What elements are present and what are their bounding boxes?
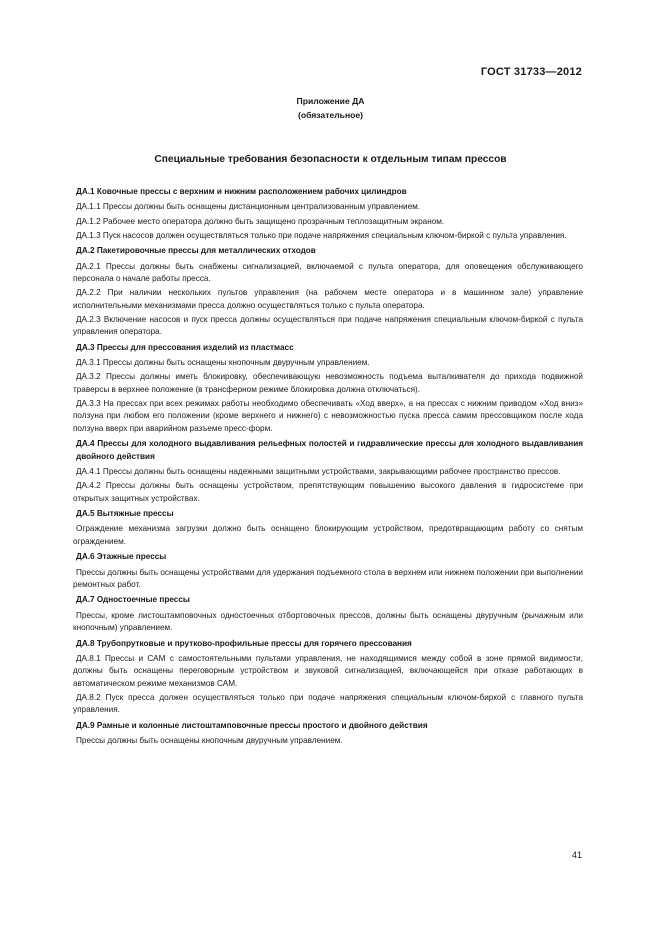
paragraph: Прессы, кроме листоштамповочных одностоечных отбортовочных прессов, должны быть оснащены двуручным (рычажным или кнопочным) управлением. bbox=[73, 610, 583, 633]
section-heading: ДА.4 Прессы для холодного выдавливания рельефных полостей и гидравлические прессы для холодного выдавливания двойного действия bbox=[76, 439, 583, 461]
section bbox=[73, 438, 583, 505]
section-heading: ДА.2 Пакетировочные прессы для металлических отходов bbox=[76, 246, 316, 256]
section bbox=[73, 594, 583, 634]
section-heading: ДА.1 Ковочные прессы с верхним и нижним расположением рабочих цилиндров bbox=[76, 187, 407, 196]
paragraph: ДА.8.2 Пуск пресса должен осуществляться только при подаче напряжения специальным ключом-биркой с главного пульта управления. bbox=[73, 693, 583, 715]
paragraph: ДА.3.1 Прессы должны быть оснащены кнопочным двуручным управлением. bbox=[76, 358, 370, 368]
standard-designation: ГОСТ 31733—2012 bbox=[480, 66, 582, 78]
appendix-title: Приложение ДА bbox=[296, 96, 365, 106]
section bbox=[73, 508, 583, 548]
paragraph: ДА.1.3 Пуск насосов должен осуществляться только при подаче напряжения специальным ключом-биркой с пульта управления. bbox=[76, 230, 567, 240]
section bbox=[73, 720, 583, 748]
section-heading: ДА.5 Вытяжные прессы bbox=[76, 508, 174, 518]
paragraph: Прессы должны быть оснащены кнопочным двуручным управлением. bbox=[76, 736, 343, 746]
section bbox=[73, 245, 583, 338]
paragraph: ДА.8.1 Прессы и САМ с самостоятельными пультами управления, не находящимися между собой в зоне прямой видимости, должны быть оснащены переговорным устройством и звуковой сигнализацией, включающейся при отказе работающих в автоматическом режиме механизмов САМ. bbox=[73, 653, 583, 688]
paragraph: ДА.3.2 Прессы должны иметь блокировку, обеспечивающую невозможность подъема выталкивателя до прихода подвижной траверсы в верхнее положение (в трансферном режиме блокировка должна отключаться). bbox=[73, 372, 583, 394]
paragraph: Прессы должны быть оснащены устройствами для удержания подъемного стола в верхнем или нижнем положении при выполнении ремонтных работ. bbox=[73, 567, 583, 589]
section bbox=[73, 342, 583, 435]
page-number: 41 bbox=[571, 850, 582, 860]
document-title: Специальные требования безопасности к отдельным типам прессов bbox=[154, 154, 507, 165]
section bbox=[73, 186, 583, 242]
section-heading: ДА.8 Трубопрутковые и прутково-профильные прессы для горячего прессования bbox=[76, 638, 412, 648]
paragraph: ДА.2.2 При наличии нескольких пультов управления (на рабочем месте оператора и в машинном зале) управление исполнительными механизмами пресса должно осуществляться только с пульта оператора. bbox=[73, 288, 583, 310]
section bbox=[73, 638, 583, 717]
appendix-block bbox=[0, 94, 661, 122]
paragraph: ДА.4.1 Прессы должны быть оснащены надежными защитными устройствами, закрывающими рабочее пространство прессов. bbox=[76, 466, 561, 476]
paragraph: Ограждение механизма загрузки должно быть оснащено блокирующим устройством, предотвращающим работу со снятым ограждением. bbox=[73, 524, 583, 546]
document-body bbox=[73, 186, 583, 751]
section-heading: ДА.3 Прессы для прессования изделий из пластмасс bbox=[76, 342, 294, 352]
section bbox=[73, 551, 583, 591]
section-heading: ДА.9 Рамные и колонные листоштамповочные прессы простого и двойного действия bbox=[76, 720, 428, 730]
paragraph: ДА.1.1 Прессы должны быть оснащены дистанционным централизованным управлением. bbox=[76, 202, 421, 212]
paragraph: ДА.4.2 Прессы должны быть оснащены устройством, препятствующим повышению высокого давления в гидросистеме при открытых защитных устройствах. bbox=[73, 481, 583, 503]
paragraph: ДА.1.2 Рабочее место оператора должно быть защищено прозрачным теплозащитным экраном. bbox=[76, 216, 445, 226]
section-heading: ДА.6 Этажные прессы bbox=[76, 552, 167, 562]
section-heading: ДА.7 Одностоечные прессы bbox=[76, 595, 190, 605]
appendix-status: (обязательное) bbox=[297, 110, 364, 120]
paragraph: ДА.3.3 На прессах при всех режимах работы необходимо обеспечивать «Ход вверх», а на прессах с нижним приводом «Ход вниз» ползуна при любом его положении (кроме верхнего и нижнего) с невозможностью пуска пресса самим прессовщиком после хода ползуна вверх при аварийном разъеме пресс-форм. bbox=[73, 398, 583, 433]
paragraph: ДА.2.1 Прессы должны быть снабжены сигнализацией, включаемой с пульта оператора, для оповещения обслуживающего персонала о начале работы пресса. bbox=[73, 261, 583, 284]
paragraph: ДА.2.3 Включение насосов и пуск пресса должны осуществляться при подаче напряжения специальным ключом-биркой с пульта управления оператора. bbox=[73, 314, 583, 337]
